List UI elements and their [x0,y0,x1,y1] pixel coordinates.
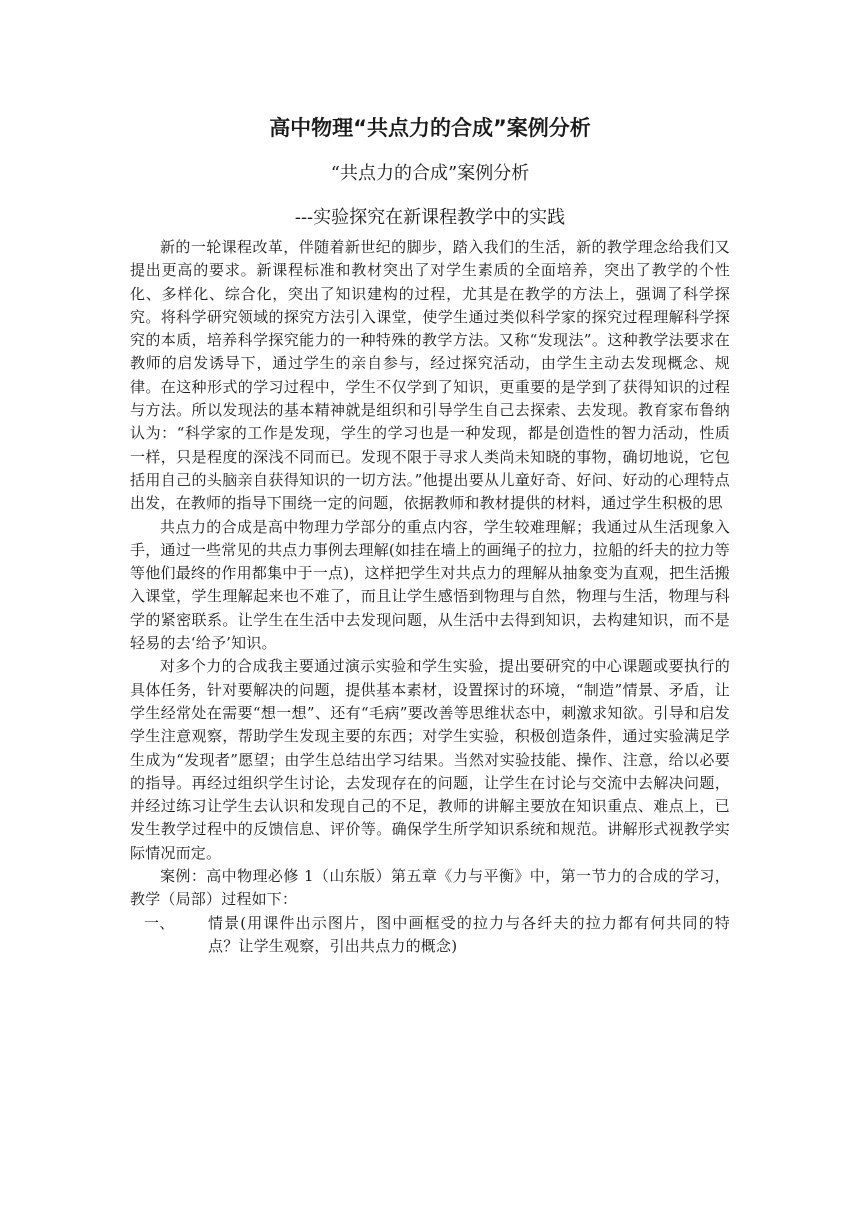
list-item [130,912,730,959]
paragraph: 对多个力的合成我主要通过演示实验和学生实验，提出要研究的中心课题或要执行的具体任务，针对要解决的问题，提供基本素材，设置探讨的环境，“制造”情景、矛盾，让学生经常处在需要“想一想”、还有“毛病”要改善等思维状态中，刺激求知欲。引导和启发学生注意观察，帮助学生发现主要的东西；对学生实验，积极创造条件，通过实验满足学生成为“发现者”愿望；由学生总结出学习结果。当然对实验技能、操作、注意，给以必要的指导。再经过组织学生讨论，去发现存在的问题，让学生在讨论与交流中去解决问题，并经过练习让学生去认识和发现自己的不足，教师的讲解主要放在知识重点、难点上，已发生教学过程中的反馈信息、评价等。确保学生所学知识系统和规范。讲解形式视教学实际情况而定。 [130,657,730,862]
document-subtitle-secondary: ---实验探究在新课程教学中的实践 [294,207,566,228]
paragraph: 案例：高中物理必修 1（山东版）第五章《力与平衡》中，第一节力的合成的学习，教学（局部）过程如下： [130,867,730,909]
paragraph: 共点力的合成是高中物理力学部分的重点内容，学生较难理解；我通过从生活现象入手，通过一些常见的共点力事例去理解(如挂在墙上的画绳子的拉力，拉船的纤夫的拉力等等他们最终的作用都集中于一点)，这样把学生对共点力的理解从抽象变为直观，把生活搬入课堂，学生理解起来也不难了，而且让学生感悟到物理与自然，物理与生活，物理与科学的紧密联系。让学生在生活中去发现问题，从生活中去得到知识，去构建知识，而不是轻易的去‘给予’知识。 [130,517,730,653]
list-item-text: 情景(用课件出示图片，图中画框受的拉力与各纤夫的拉力都有何共同的特点？让学生观察，引出共点力的概念) [208,913,730,955]
document-title: 高中物理“共点力的合成”案例分析 [269,116,591,140]
list-marker: 一、 [144,913,175,932]
paragraph: 新的一轮课程改革，伴随着新世纪的脚步，踏入我们的生活，新的教学理念给我们又提出更高的要求。新课程标准和教材突出了对学生素质的全面培养，突出了教学的个性化、多样化、综合化，突出了知识建构的过程，尤其是在教学的方法上，强调了科学探究。将科学研究领域的探究方法引入课堂，使学生通过类似科学家的探究过程理解科学探究的本质，培养科学探究能力的一种特殊的教学方法。又称“发现法”。这种教学法要求在教师的启发诱导下，通过学生的亲自参与，经过探究活动，由学生主动去发现概念、规律。在这种形式的学习过程中，学生不仅学到了知识，更重要的是学到了获得知识的过程与方法。所以发现法的基本精神就是组织和引导学生自己去探索、去发现。教育家布鲁纳认为：“科学家的工作是发现，学生的学习也是一种发现，都是创造性的智力活动，性质一样，只是程度的深浅不同而已。发现不限于寻求人类尚未知晓的事物，确切地说，它包括用自己的头脑亲自获得知识的一切方法。”他提出要从儿童好奇、好问、好动的心理特点出发，在教师的指导下围绕一定的问题，依据教师和教材提供的材料，通过学生积极的思 [130,238,730,513]
document-subtitle: “共点力的合成”案例分析 [330,163,530,184]
document-page [130,108,730,958]
